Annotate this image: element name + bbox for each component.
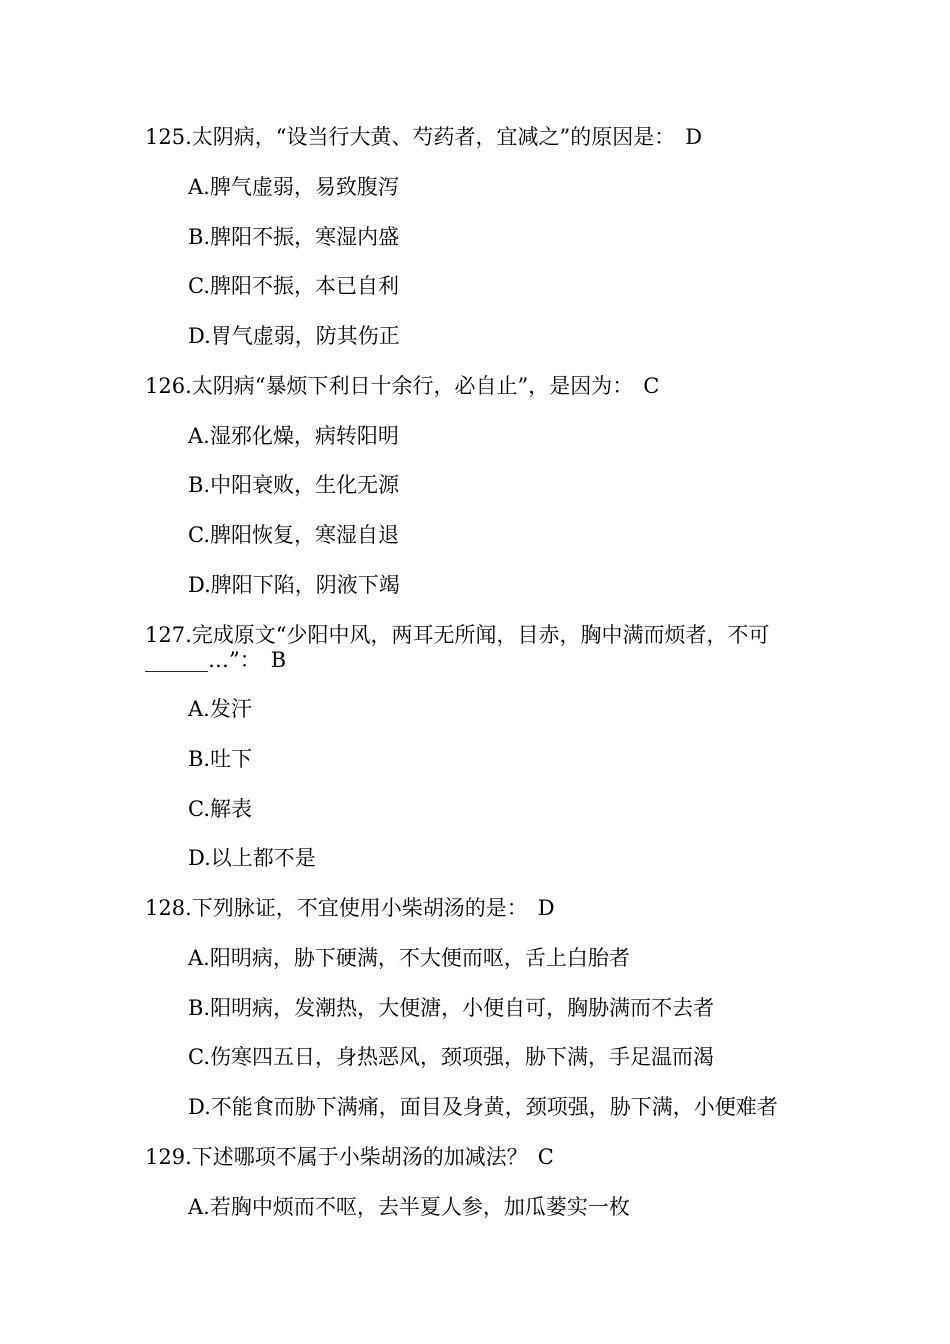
option-d: D.胃气虚弱，防其伤正 — [188, 324, 400, 348]
option-c: C.脾阳不振，本已自利 — [188, 274, 399, 298]
answer-key: C — [537, 1145, 554, 1169]
option-a: A.阳明病，胁下硬满，不大便而呕，舌上白胎者 — [188, 946, 630, 970]
answer-key: D — [685, 125, 703, 149]
question-127-stem — [145, 623, 810, 673]
question-128-stem — [145, 894, 555, 922]
option-d: D.脾阳下陷，阴液下竭 — [188, 573, 400, 597]
option-b: B.阳明病，发潮热，大便溏，小便自可，胸胁满而不去者 — [188, 996, 715, 1020]
option-c: C.解表 — [188, 797, 252, 821]
question-text: 127.完成原文“少阳中风，两耳无所闻，目赤，胸中满而烦者，不可______…”： — [145, 623, 770, 672]
answer-key: D — [537, 896, 555, 920]
question-text: 126.太阴病“暴烦下利日十余行，必自止”，是因为： — [145, 374, 634, 398]
option-c: C.脾阳恢复，寒湿自退 — [188, 523, 399, 547]
question-129-stem — [145, 1143, 554, 1171]
question-text: 129.下述哪项不属于小柴胡汤的加减法？ — [145, 1145, 528, 1169]
option-a: A.脾气虚弱，易致腹泻 — [188, 175, 399, 199]
question-125-stem — [145, 123, 702, 151]
question-text: 125.太阴病，“设当行大黄、芍药者，宜减之”的原因是： — [145, 125, 676, 149]
option-d: D.不能食而胁下满痛，面目及身黄，颈项强，胁下满，小便难者 — [188, 1095, 778, 1119]
question-text: 128.下列脉证，不宜使用小柴胡汤的是： — [145, 896, 528, 920]
option-b: B.脾阳不振，寒湿内盛 — [188, 225, 400, 249]
option-a: A.发汗 — [188, 697, 252, 721]
option-d: D.以上都不是 — [188, 846, 316, 870]
answer-key: C — [643, 374, 660, 398]
question-126-stem — [145, 372, 659, 400]
option-a: A.若胸中烦而不呕，去半夏人参，加瓜蒌实一枚 — [188, 1195, 630, 1219]
option-c: C.伤寒四五日，身热恶风，颈项强，胁下满，手足温而渴 — [188, 1045, 714, 1069]
option-b: B.吐下 — [188, 747, 253, 771]
option-b: B.中阳衰败，生化无源 — [188, 473, 400, 497]
option-a: A.湿邪化燥，病转阳明 — [188, 424, 399, 448]
answer-key: B — [270, 648, 287, 672]
